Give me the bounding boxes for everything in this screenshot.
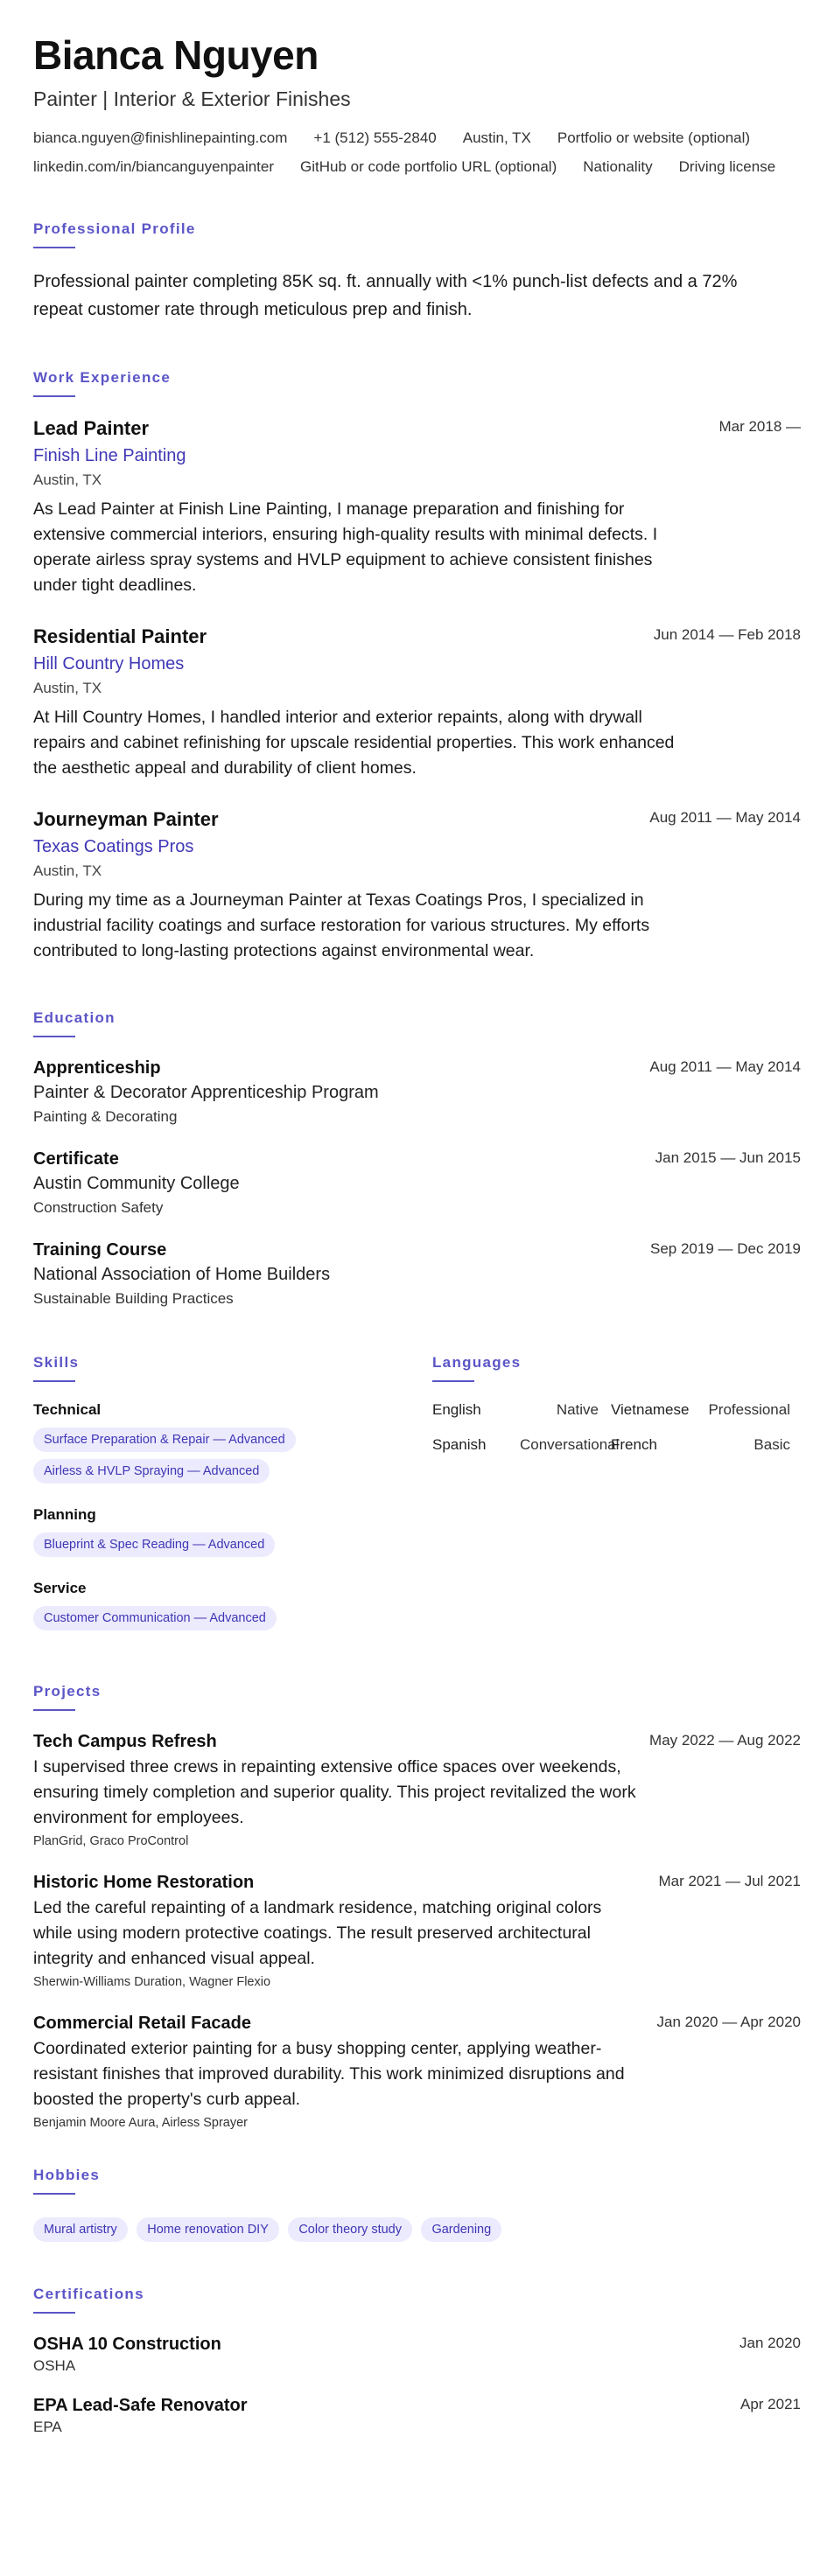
- section-divider: [33, 1709, 75, 1711]
- skill-group-title: Service: [33, 1580, 87, 1596]
- education-entry: [33, 1057, 801, 1127]
- language-name: English: [432, 1401, 481, 1418]
- section-divider: [33, 1380, 75, 1382]
- skills-languages-row: [33, 1354, 801, 1653]
- project-name: Historic Home Restoration: [33, 1873, 255, 1892]
- education-institution: Painter & Decorator Apprenticeship Program: [33, 1083, 379, 1102]
- contact-email[interactable]: bianca.nguyen@finishlinepainting.com: [33, 129, 288, 146]
- contact-list: [33, 129, 786, 175]
- project-dates: May 2022 — Aug 2022: [649, 1732, 801, 1749]
- education-degree: Apprenticeship: [33, 1058, 161, 1078]
- company-name: Texas Coatings Pros: [33, 837, 194, 856]
- education-institution: National Association of Home Builders: [33, 1265, 331, 1284]
- experience-dates: Mar 2018 —: [718, 418, 801, 435]
- profile-summary: Professional painter completing 85K sq. ft. annually with <1% punch-list defects and a 72% repeat customer rate through meticulous prep and finish.: [33, 272, 738, 319]
- section-divider: [33, 1036, 75, 1037]
- skill-group-title: Technical: [33, 1401, 102, 1418]
- education-area: Construction Safety: [33, 1199, 164, 1216]
- education-entry: [33, 1148, 801, 1218]
- experience-section: [33, 369, 801, 964]
- project-entry: [33, 2012, 801, 2130]
- language-name: French: [611, 1436, 657, 1453]
- section-title: Languages: [432, 1354, 522, 1371]
- education-institution: Austin Community College: [33, 1174, 240, 1193]
- job-description: During my time as a Journeyman Painter at Texas Coatings Pros, I specialized in industrial facility coatings and surface restoration for various structures. My efforts contributed to long-lasting protections against environmental wear.: [33, 890, 650, 960]
- project-description: Coordinated exterior painting for a busy shopping center, applying weather-resistant finishes that improved durability. This work minimized disruptions and boosted the property's curb appeal.: [33, 2039, 625, 2109]
- profile-section: [33, 220, 801, 324]
- education-degree: Training Course: [33, 1240, 167, 1260]
- certification-name: OSHA 10 Construction: [33, 2335, 221, 2354]
- contact-driving-license: Driving license: [678, 158, 776, 175]
- candidate-headline: Painter | Interior & Exterior Finishes: [33, 87, 351, 110]
- education-degree: Certificate: [33, 1149, 119, 1169]
- company-name: Hill Country Homes: [33, 654, 185, 674]
- project-tools: PlanGrid, Graco ProControl: [33, 1834, 189, 1848]
- contact-github[interactable]: GitHub or code portfolio URL (optional): [300, 158, 557, 175]
- education-dates: Aug 2011 — May 2014: [649, 1058, 801, 1075]
- section-divider: [432, 1380, 474, 1382]
- section-divider: [33, 2312, 75, 2314]
- education-dates: Jan 2015 — Jun 2015: [655, 1149, 801, 1166]
- resume-header: [33, 31, 801, 175]
- education-area: Painting & Decorating: [33, 1108, 178, 1125]
- certification-entry: [33, 2394, 801, 2436]
- skill-group: [33, 1506, 432, 1560]
- language-level: Native: [556, 1401, 599, 1418]
- projects-section: [33, 1683, 801, 2130]
- hobby-pill: Mural artistry: [33, 2217, 128, 2242]
- skill-group: [33, 1580, 432, 1634]
- certifications-section: [33, 2286, 801, 2436]
- certification-date: Jan 2020: [739, 2335, 801, 2351]
- contact-linkedin[interactable]: linkedin.com/in/biancanguyenpainter: [33, 158, 275, 175]
- candidate-name: Bianca Nguyen: [33, 32, 319, 78]
- contact-website[interactable]: Portfolio or website (optional): [557, 129, 751, 146]
- language-name: Spanish: [432, 1436, 487, 1453]
- hobby-pill: Gardening: [421, 2217, 501, 2242]
- project-tools: Benjamin Moore Aura, Airless Sprayer: [33, 2116, 248, 2130]
- section-title: Certifications: [33, 2286, 144, 2302]
- section-title: Professional Profile: [33, 220, 196, 237]
- skill-group-title: Planning: [33, 1506, 96, 1523]
- project-name: Tech Campus Refresh: [33, 1732, 217, 1751]
- skill-pill: Blueprint & Spec Reading — Advanced: [33, 1532, 275, 1557]
- job-title: Journeyman Painter: [33, 808, 219, 830]
- section-title: Projects: [33, 1683, 102, 1700]
- contact-nationality: Nationality: [583, 158, 653, 175]
- certification-entry: [33, 2333, 801, 2375]
- hobby-list: [33, 2214, 801, 2245]
- company-name: Finish Line Painting: [33, 446, 186, 465]
- project-entry: [33, 1730, 801, 1848]
- education-section: [33, 1009, 801, 1309]
- experience-entry: [33, 807, 801, 964]
- hobby-pill: Color theory study: [288, 2217, 412, 2242]
- project-dates: Mar 2021 — Jul 2021: [658, 1873, 801, 1889]
- project-entry: [33, 1871, 801, 1989]
- project-description: Led the careful repainting of a landmark residence, matching original colors while using modern protective coatings. The result preserved architectural integrity and enhanced visual appeal.: [33, 1898, 602, 1968]
- job-title: Residential Painter: [33, 625, 207, 647]
- section-divider: [33, 395, 75, 397]
- section-title: Work Experience: [33, 369, 172, 386]
- experience-entry: [33, 416, 801, 598]
- job-location: Austin, TX: [33, 680, 102, 696]
- education-dates: Sep 2019 — Dec 2019: [649, 1240, 801, 1257]
- skills-section: [33, 1354, 432, 1653]
- job-location: Austin, TX: [33, 862, 102, 879]
- contact-phone[interactable]: +1 (512) 555-2840: [313, 129, 437, 146]
- job-location: Austin, TX: [33, 471, 102, 488]
- certification-date: Apr 2021: [740, 2396, 801, 2412]
- section-title: Hobbies: [33, 2167, 101, 2183]
- language-name: Vietnamese: [611, 1401, 690, 1418]
- certification-name: EPA Lead-Safe Renovator: [33, 2396, 248, 2415]
- hobbies-section: [33, 2167, 801, 2245]
- section-title: Skills: [33, 1354, 80, 1371]
- skill-pill: Airless & HVLP Spraying — Advanced: [33, 1459, 270, 1483]
- language-level: Basic: [753, 1436, 790, 1453]
- project-dates: Jan 2020 — Apr 2020: [656, 2014, 801, 2030]
- experience-entry: [33, 625, 801, 781]
- project-tools: Sherwin-Williams Duration, Wagner Flexio: [33, 1975, 271, 1989]
- experience-dates: Aug 2011 — May 2014: [649, 809, 801, 826]
- language-list: [432, 1401, 801, 1454]
- skill-pill: Customer Communication — Advanced: [33, 1606, 277, 1630]
- job-title: Lead Painter: [33, 417, 150, 439]
- certification-issuer: OSHA: [33, 2357, 76, 2374]
- education-entry: [33, 1239, 801, 1309]
- skill-pill: Surface Preparation & Repair — Advanced: [33, 1428, 296, 1452]
- section-divider: [33, 2193, 75, 2195]
- job-description: As Lead Painter at Finish Line Painting, I manage preparation and finishing for extensive commercial interiors, ensuring high-quality results with minimal defects. I operate airless spray systems and HVLP equipment to achieve consistent finishes under tight deadlines.: [33, 499, 658, 595]
- project-description: I supervised three crews in repainting extensive office spaces over weekends, ensuring timely completion and superior quality. This project revitalized the work environment for employees.: [33, 1757, 636, 1827]
- contact-location: Austin, TX: [462, 129, 531, 146]
- experience-dates: Jun 2014 — Feb 2018: [653, 626, 801, 643]
- skill-group: [33, 1401, 432, 1487]
- job-description: At Hill Country Homes, I handled interior and exterior repaints, along with drywall repairs and cabinet refinishing for upscale residential properties. This work enhanced the aesthetic appeal and durability of client homes.: [33, 708, 675, 778]
- education-area: Sustainable Building Practices: [33, 1290, 234, 1307]
- section-divider: [33, 247, 75, 248]
- language-level: Conversational: [520, 1436, 620, 1453]
- hobby-pill: Home renovation DIY: [137, 2217, 279, 2242]
- section-title: Education: [33, 1009, 116, 1026]
- languages-section: [432, 1354, 801, 1653]
- project-name: Commercial Retail Facade: [33, 2014, 251, 2033]
- certification-issuer: EPA: [33, 2419, 62, 2435]
- language-level: Professional: [708, 1401, 790, 1418]
